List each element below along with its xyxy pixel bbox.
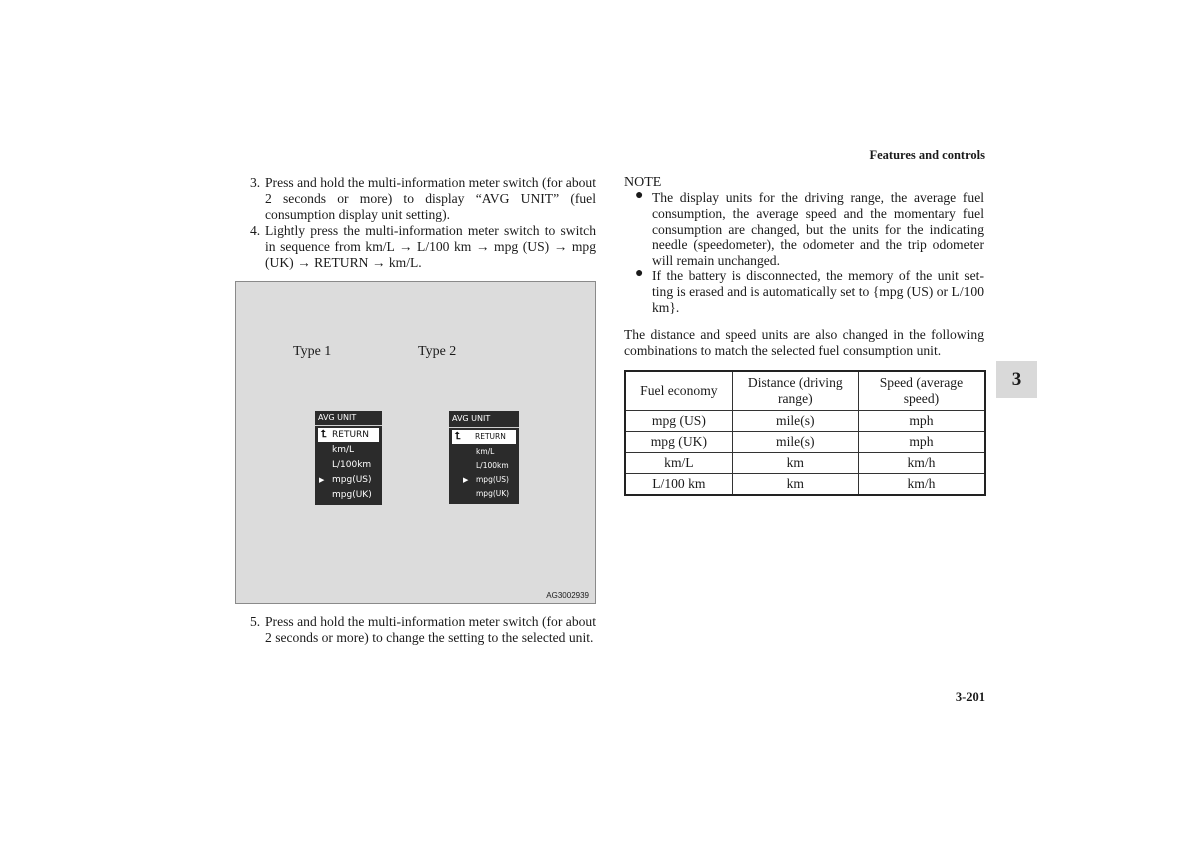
table-row xyxy=(625,474,985,496)
step-4-number: 4. xyxy=(250,223,261,238)
type-2-row-mpg-uk xyxy=(449,487,519,501)
table-cell: mile(s) xyxy=(732,411,858,432)
table-cell: mph xyxy=(858,411,985,432)
type-1-row-label: km/L xyxy=(332,445,355,455)
table-cell: mpg (US) xyxy=(625,411,732,432)
units-table xyxy=(624,370,986,496)
type-1-row-return xyxy=(318,428,379,442)
type-1-row-label: mpg(US) xyxy=(332,475,372,485)
type-2-row-label: L/100km xyxy=(476,461,509,470)
type-1-label: Type 1 xyxy=(293,344,332,359)
table-cell: km/h xyxy=(858,453,985,474)
bullet-dot-icon: ● xyxy=(635,266,644,281)
step-4 xyxy=(250,223,596,270)
pointer-triangle-icon: ▶ xyxy=(463,476,469,484)
type-2-row-label: km/L xyxy=(476,447,495,456)
note-heading: NOTE xyxy=(624,175,662,190)
step-4-text: Lightly press the multi-information meter switch to switch in sequence from km/L → L/100 km → mpg (US) → mpg (UK) → RETURN → km/L. xyxy=(265,223,596,270)
page-number: 3-201 xyxy=(955,690,985,704)
table-cell: mpg (UK) xyxy=(625,432,732,453)
type-2-row-kml xyxy=(449,445,519,459)
table-cell: km/h xyxy=(858,474,985,496)
return-arrow-icon: ⮤ xyxy=(455,431,461,442)
table-header-cell: Distance (driving range) xyxy=(732,371,858,411)
section-header-title: Features and controls xyxy=(869,148,985,162)
type-1-row-label: mpg(UK) xyxy=(332,490,372,500)
table-cell: km xyxy=(732,474,858,496)
type-1-row-label: RETURN xyxy=(332,430,370,440)
type-1-row-kml xyxy=(315,443,382,457)
type-1-display xyxy=(315,411,382,505)
type-2-display-title: AVG UNIT xyxy=(449,411,519,428)
return-arrow-icon: ⮤ xyxy=(321,429,327,440)
table-header-cell: Speed (average speed) xyxy=(858,371,985,411)
step-3-number: 3. xyxy=(250,175,261,190)
type-1-row-label: L/100km xyxy=(332,460,372,470)
type-2-row-l100km xyxy=(449,459,519,473)
type-1-row-l100km xyxy=(315,458,382,472)
note-bullet-1 xyxy=(635,190,984,269)
type-2-row-label: mpg(US) xyxy=(476,475,509,484)
note-bullet-1-text: The display units for the driving range, the average fuel consumption, the average speed and the momentary fuel consumption are changed, but the units for the indicating needle (speedometer), the odometer and the trip odometer will remain unchanged. xyxy=(652,190,984,269)
type-2-row-return xyxy=(452,430,516,444)
table-row xyxy=(625,432,985,453)
note-bullet-2 xyxy=(635,268,984,315)
note-bullet-2-text: If the battery is disconnected, the memory of the unit set-ting is erased and is automatically set to {mpg (US) or L/100 km}. xyxy=(652,268,984,315)
section-tab-marker: 3 xyxy=(996,361,1037,398)
table-header-row xyxy=(625,371,985,411)
type-1-row-mpg-uk xyxy=(315,488,382,502)
type-2-display xyxy=(449,411,519,504)
table-header-cell: Fuel economy xyxy=(625,371,732,411)
table-cell: mile(s) xyxy=(732,432,858,453)
units-paragraph: The distance and speed units are also changed in the following combinations to match the selected fuel consumption unit. xyxy=(624,327,984,358)
display-illustration xyxy=(235,281,596,604)
type-2-label: Type 2 xyxy=(418,344,457,359)
step-3 xyxy=(250,175,596,222)
step-5-number: 5. xyxy=(250,614,261,629)
type-2-row-mpg-us xyxy=(449,473,519,487)
step-5-text: Press and hold the multi-information meter switch (for about 2 seconds or more) to change the setting to the selected unit. xyxy=(265,614,596,645)
table-cell: km xyxy=(732,453,858,474)
table-cell: mph xyxy=(858,432,985,453)
type-2-row-label: mpg(UK) xyxy=(476,489,510,498)
pointer-triangle-icon: ▶ xyxy=(319,476,325,484)
figure-code: AG3002939 xyxy=(546,591,589,600)
type-2-row-label: RETURN xyxy=(475,432,506,441)
type-1-display-title: AVG UNIT xyxy=(315,411,382,426)
table-row xyxy=(625,411,985,432)
table-cell: km/L xyxy=(625,453,732,474)
table-row xyxy=(625,453,985,474)
table-cell: L/100 km xyxy=(625,474,732,496)
step-3-text: Press and hold the multi-information meter switch (for about 2 seconds or more) to display “AVG UNIT” (fuel consumption display unit setting). xyxy=(265,175,596,222)
step-5 xyxy=(250,614,596,646)
bullet-dot-icon: ● xyxy=(635,188,644,203)
type-1-row-mpg-us xyxy=(315,473,382,487)
